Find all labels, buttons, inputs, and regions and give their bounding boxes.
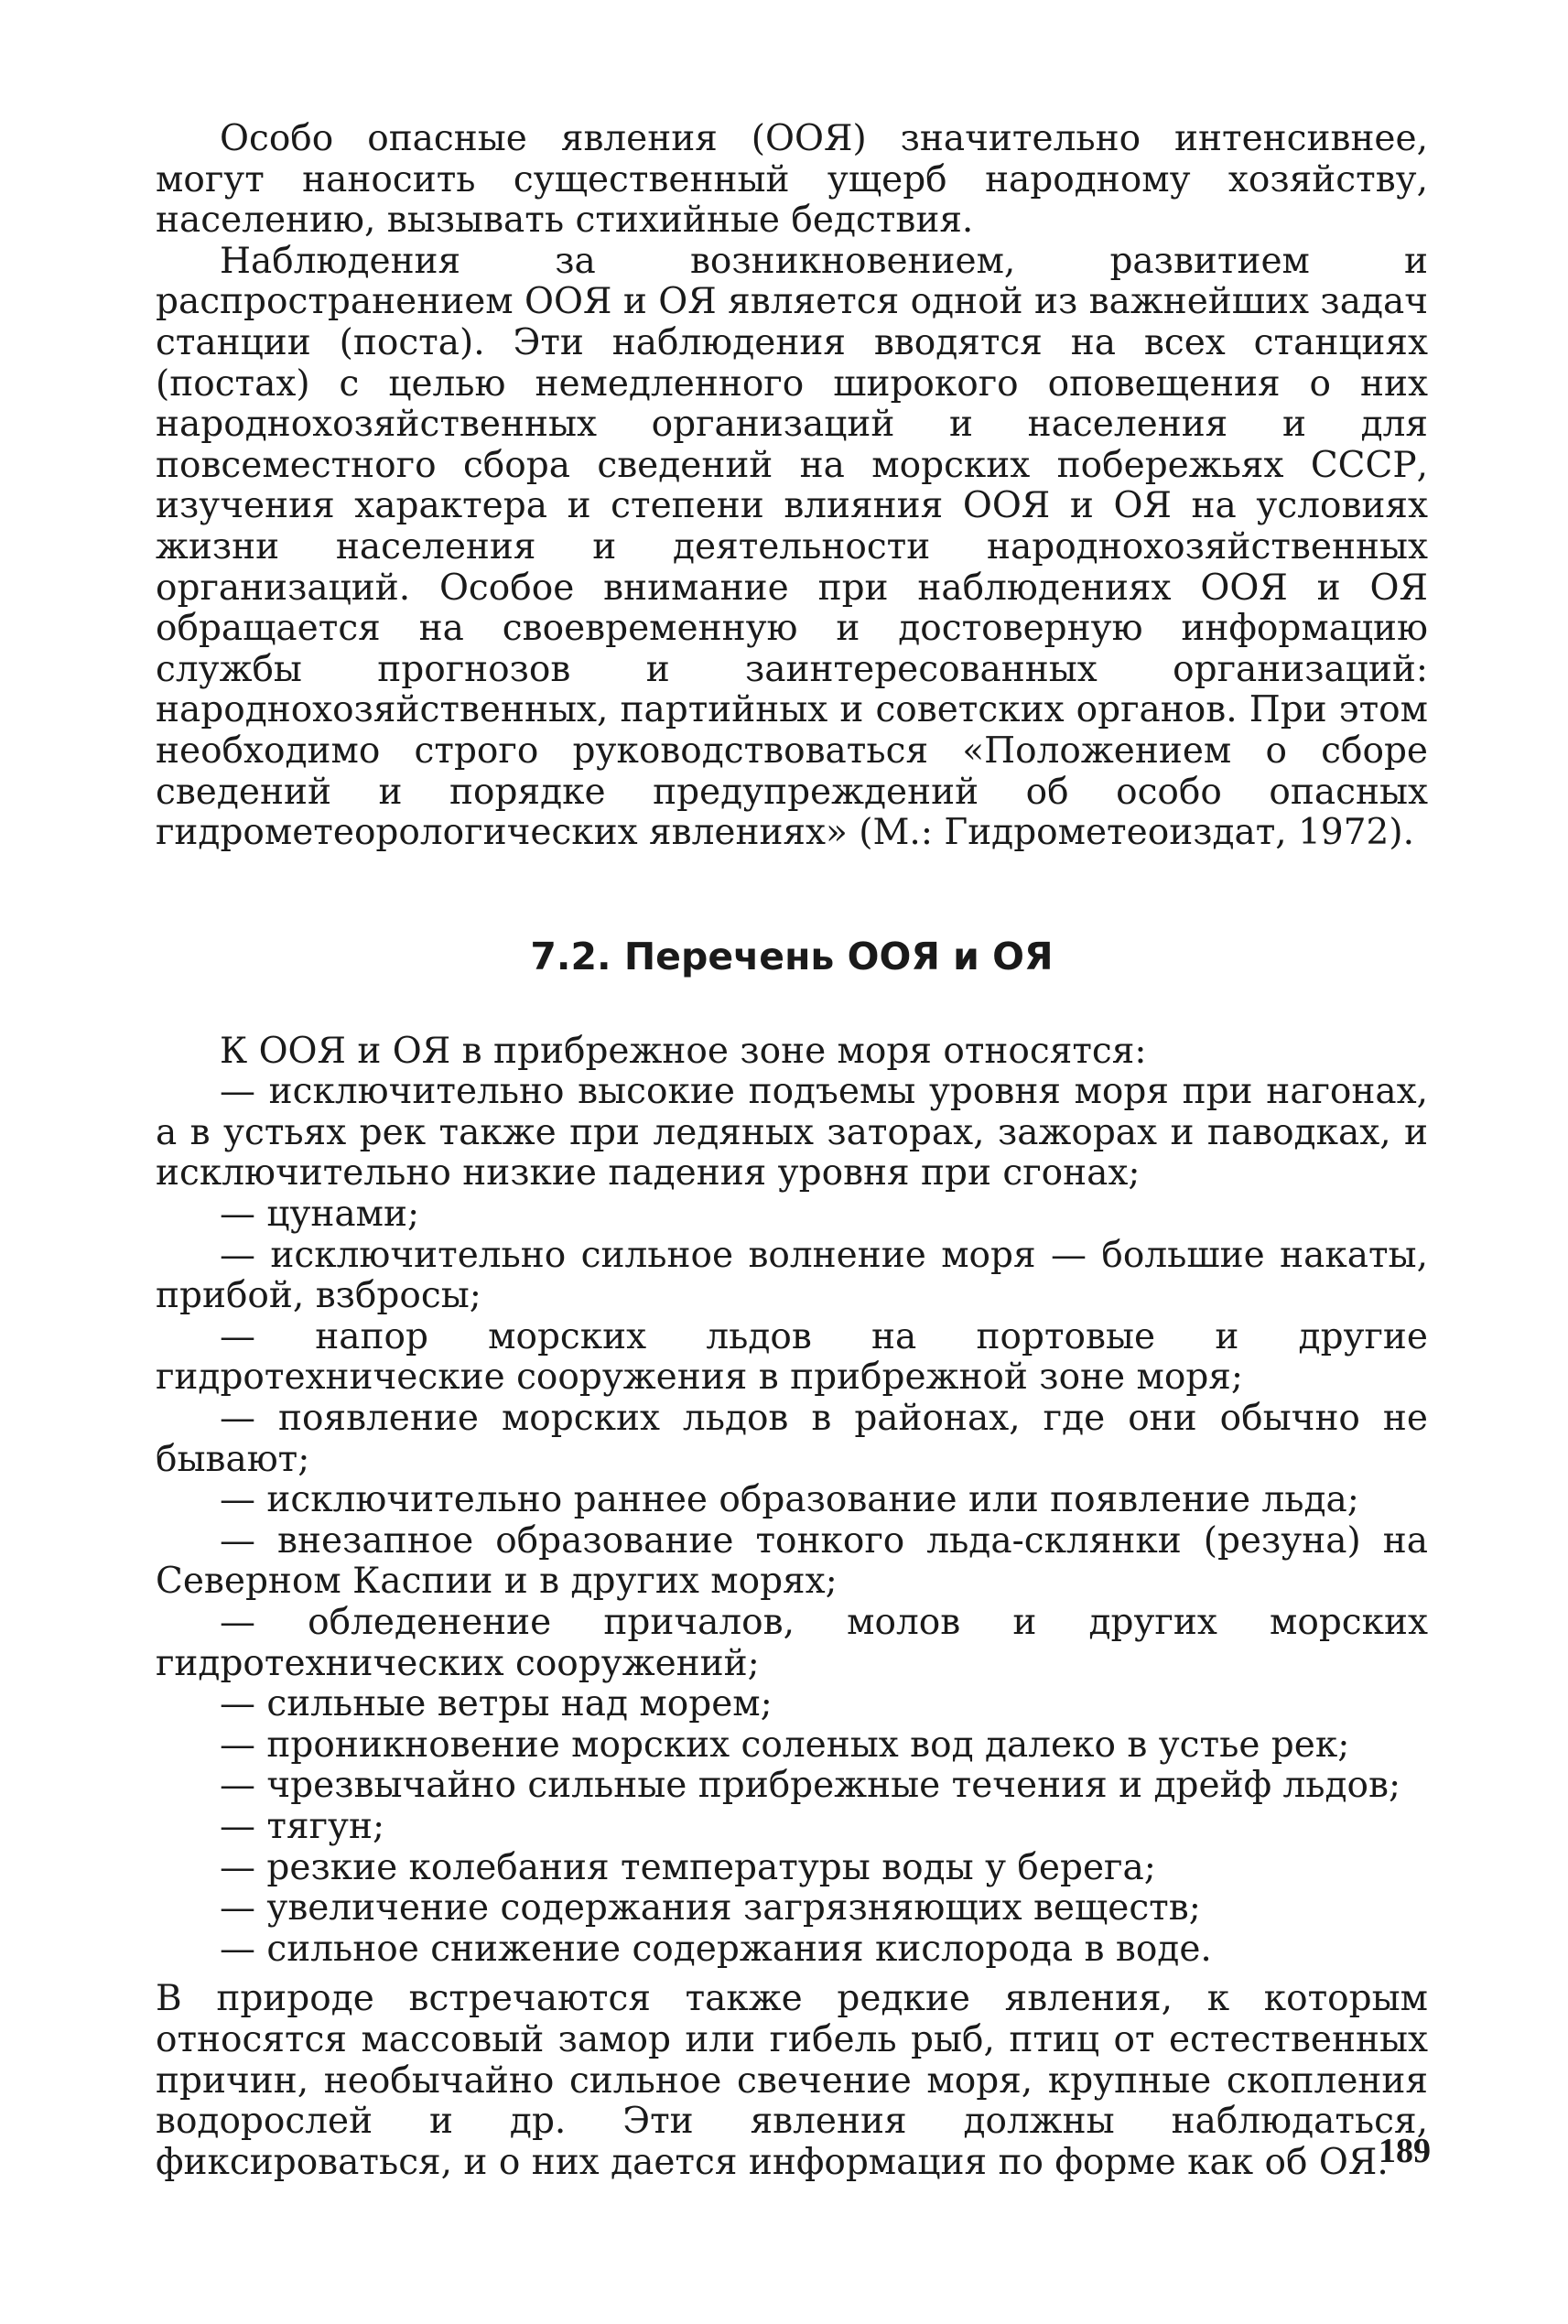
list-item: — обледенение причалов, молов и других морских гидротехнических сооружений; <box>156 1602 1428 1684</box>
list-item: — исключительно раннее образование или появление льда; <box>220 1479 1359 1521</box>
list-item: — увеличение содержания загрязняющих веществ; <box>220 1887 1201 1929</box>
list-item: — проникновение морских соленых вод далеко в устье рек; <box>220 1724 1350 1766</box>
page-body <box>156 119 1428 2183</box>
phenomena-list <box>156 1072 1428 1970</box>
list-item: — сильное снижение содержания кислорода в воде. <box>220 1928 1212 1970</box>
list-item: — цунами; <box>220 1194 420 1236</box>
list-item: — чрезвычайно сильные прибрежные течения и дрейф льдов; <box>220 1765 1401 1807</box>
list-item: — тягун; <box>220 1805 385 1847</box>
list-item: — внезапное образование тонкого льда-склянки (резуна) на Северном Каспии и в других морях; <box>156 1519 1428 1603</box>
list-item: — напор морских льдов на портовые и другие гидротехнические сооружения в прибрежной зоне моря; <box>156 1315 1428 1399</box>
list-item: — исключительно сильное волнение моря — большие накаты, прибой, взбросы; <box>156 1234 1428 1317</box>
paragraph-observations: Наблюдения за возникновением, развитием и распространением ООЯ и ОЯ является одной из важнейших задач станции (поста). Эти наблюдения вводятся на всех станциях (постах) с целью немедленного широкого оповещения о них народнохозяйственных организаций и населения и для повсеместного сбора сведений на морских побережьях СССР, изучения характера и степени влияния ООЯ и ОЯ на условиях жизни населения и деятельности народнохозяйственных организаций. Особое внимание при наблюдениях ООЯ и ОЯ обращается на своевременную и достоверную информацию службы прогнозов и заинтересованных организаций: народнохозяйственных, партийных и советских органов. При этом необходимо строго руководствоваться «Положением о сборе сведений и порядке предупреждений об особо опасных гидрометеорологических явлениях» (М.: Гидрометеоиздат, 1972). <box>156 240 1428 854</box>
list-item: — появление морских льдов в районах, где они обычно не бывают; <box>156 1398 1428 1480</box>
section-heading: 7.2. Перечень ООЯ и ОЯ <box>530 934 1054 978</box>
page-number: 189 <box>1379 2132 1431 2170</box>
list-item: — резкие колебания температуры воды у берега; <box>220 1846 1156 1888</box>
paragraph-ooya-definition: Особо опасные явления (ООЯ) значительно интенсивнее, могут наносить существенный ущерб народному хозяйству, населению, вызывать стихийные бедствия. <box>156 118 1428 242</box>
list-item: — исключительно высокие подъемы уровня моря при нагонах, а в устьях рек также при ледяных заторах, зажорах и паводках, и исключительно низкие падения уровня при сгонах; <box>156 1071 1428 1194</box>
list-item: — сильные ветры над морем; <box>220 1683 773 1725</box>
paragraph-rare-phenomena: В природе встречаются также редкие явления, к которым относятся массовый замор или гибель рыб, птиц от естественных причин, необычайно сильное свечение моря, крупные скопления водорослей и др. Эти явления должны наблюдаться, фиксироваться, и о них дается информация по форме как об ОЯ. <box>156 1978 1428 2183</box>
list-intro: К ООЯ и ОЯ в прибрежное зоне моря относятся: <box>220 1030 1147 1072</box>
